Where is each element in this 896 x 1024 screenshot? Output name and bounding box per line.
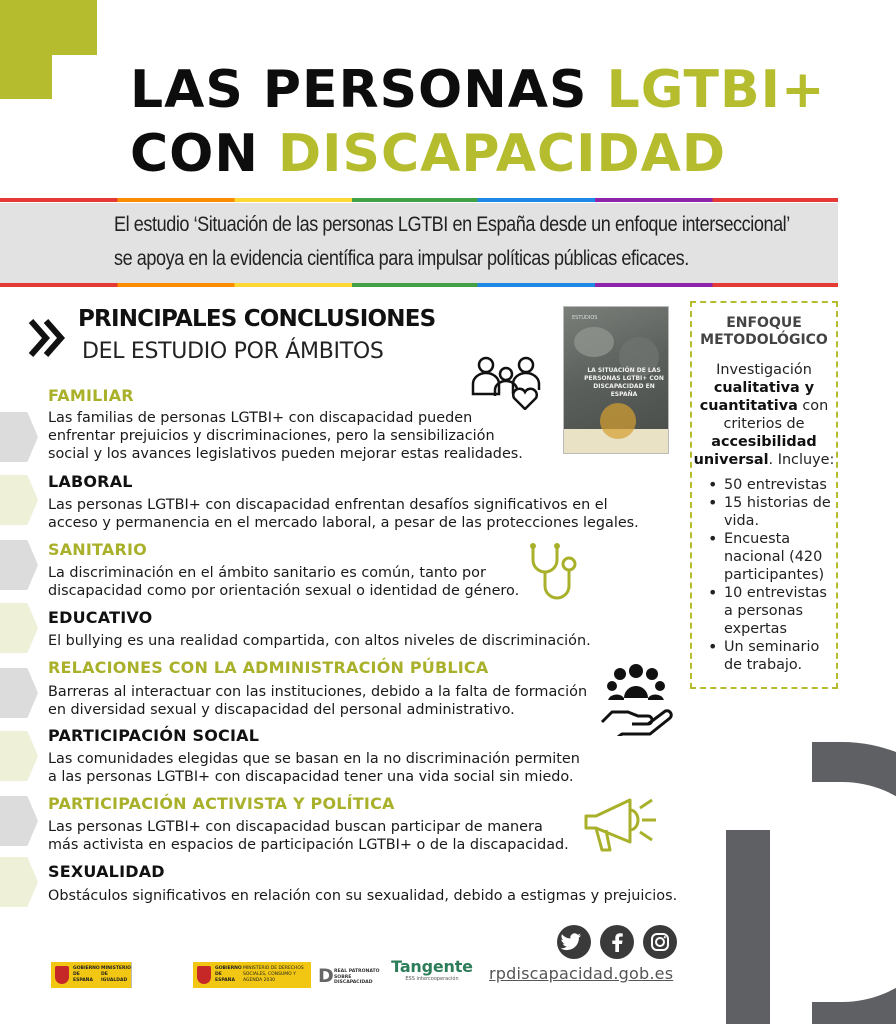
section-tab — [0, 731, 38, 781]
list-item: • 15 historias de vida. — [706, 494, 838, 530]
enfoque-title: ENFOQUE METODOLÓGICO — [700, 315, 828, 348]
tangente-logo: Tangente ESS intercooperación — [391, 957, 473, 982]
section-tab — [0, 475, 38, 525]
gobierno-derechos-sociales-logo: GOBIERNO DE ESPAÑA MINISTERIO DE DERECHOS SOCIALES, CONSUMO Y AGENDA 2030 — [193, 962, 311, 988]
rp-d-logo-decoration — [726, 742, 896, 1024]
list-item: • Encuesta nacional (420 participantes) — [706, 530, 838, 584]
section-text-sexualidad: Obstáculos significativos en relación con su sexualidad, debido a estigmas y prejuicios. — [48, 888, 678, 904]
corner-decoration-vertical — [0, 0, 52, 99]
conclusions-title: PRINCIPALES CONCLUSIONES — [78, 306, 436, 332]
list-item: • 10 entrevistas a personas expertas — [706, 584, 838, 638]
section-title-laboral: LABORAL — [48, 472, 133, 491]
rainbow-stripe-top — [0, 198, 838, 202]
section-text-participacion-social: Las comunidades elegidas que se basan en la no discriminación permiten a las personas LGTBI+ con discapacidad tener una vida social sin miedo. — [48, 751, 580, 785]
instagram-icon[interactable] — [643, 925, 677, 959]
section-tab — [0, 857, 38, 907]
section-title-sexualidad: SEXUALIDAD — [48, 862, 165, 881]
section-tab — [0, 540, 38, 590]
megaphone-icon — [582, 792, 662, 856]
list-item: • Un seminario de trabajo. — [706, 638, 838, 674]
conclusions-subtitle: DEL ESTUDIO POR ÁMBITOS — [82, 339, 384, 364]
section-text-administracion: Barreras al interactuar con las instituciones, debido a la falta de formación en diversidad sexual y discapacidad del personal administrativo. — [48, 684, 588, 718]
facebook-icon[interactable] — [600, 925, 634, 959]
page-title: LAS PERSONAS LGTBI+ CON DISCAPACIDAD — [130, 60, 826, 184]
section-tab — [0, 668, 38, 718]
intro-line: se apoya en la evidencia científica para impulsar políticas públicas eficaces. — [114, 247, 689, 270]
list-item: • 50 entrevistas — [706, 476, 838, 494]
section-title-participacion-activista: PARTICIPACIÓN ACTIVISTA Y POLÍTICA — [48, 794, 395, 813]
section-title-educativo: EDUCATIVO — [48, 608, 153, 627]
section-text-participacion-activista: Las personas LGTBI+ con discapacidad buscan participar de manera más activista en espacios de participación LGTBI+ o de la discapacidad. — [48, 819, 569, 853]
gobierno-igualdad-logo: GOBIERNO DE ESPAÑA MINISTERIO DE IGUALDAD — [51, 962, 179, 988]
enfoque-description: Investigación cualitativa y cuantitativa con criterios de accesibilidad universal. Incluye: — [693, 362, 835, 468]
enfoque-metodologico-box — [690, 301, 838, 689]
rainbow-stripe-bottom — [0, 283, 838, 287]
intro-line: El estudio ‘Situación de las personas LGTBI en España desde un enfoque interseccional’ — [114, 213, 790, 236]
family-heart-icon — [470, 352, 542, 410]
section-text-laboral: Las personas LGTBI+ con discapacidad enfrentan desafíos significativos en el acceso y permanencia en el mercado laboral, a pesar de las protecciones legales. — [48, 497, 639, 531]
section-title-familiar: FAMILIAR — [48, 386, 134, 405]
website-link[interactable]: rpdiscapacidad.gob.es — [489, 964, 674, 983]
stethoscope-icon — [527, 542, 587, 608]
section-text-sanitario: La discriminación en el ámbito sanitario es común, tanto por discapacidad como por orientación sexual o identidad de género. — [48, 565, 520, 599]
twitter-icon[interactable] — [557, 925, 591, 959]
intro-text — [114, 208, 836, 276]
community-hand-icon — [598, 664, 674, 736]
section-title-participacion-social: PARTICIPACIÓN SOCIAL — [48, 726, 260, 745]
enfoque-list — [706, 476, 838, 674]
section-title-sanitario: SANITARIO — [48, 540, 147, 559]
section-tab — [0, 412, 38, 462]
section-tab — [0, 603, 38, 653]
section-tab — [0, 796, 38, 846]
double-chevron-icon — [28, 318, 70, 358]
section-title-administracion: RELACIONES CON LA ADMINISTRACIÓN PÚBLICA — [48, 658, 489, 677]
study-cover-image: ESTUDIOS LA SITUACIÓN DE LAS PERSONAS LGTBI+ CON DISCAPACIDAD EN ESPAÑA — [563, 306, 669, 454]
real-patronato-logo: D REAL PATRONATO SOBRE DISCAPACIDAD — [318, 965, 380, 987]
section-text-familiar: Las familias de personas LGTBI+ con discapacidad pueden enfrentar prejuicios y discriminaciones, pero la sensibilización social y los avances legislativos pueden mejorar estas realidades. — [48, 410, 523, 462]
section-text-educativo: El bullying es una realidad compartida, con altos niveles de discriminación. — [48, 633, 591, 649]
